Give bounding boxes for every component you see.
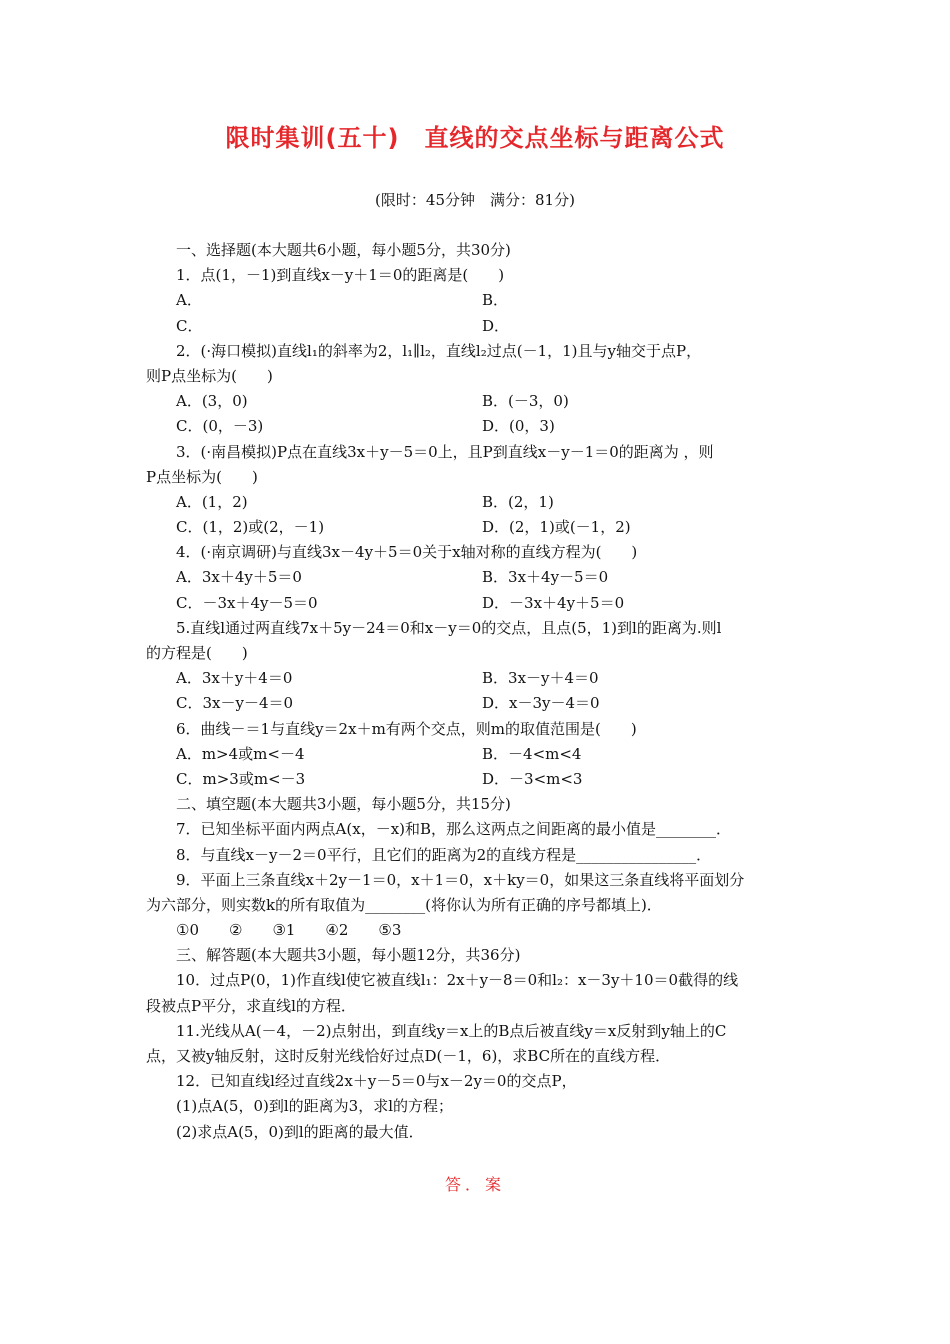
- option-d: D．－3<m<3: [482, 769, 583, 788]
- question-5-options-row-2: [146, 691, 816, 716]
- question-12-part-2: (2)求点A(5，0)到l的距离的最大值．: [176, 1122, 424, 1141]
- question-1-options-row-1: [146, 288, 816, 313]
- option-b: B．3x－y＋4＝0: [482, 669, 599, 688]
- question-2-stem-cont: 则P点坐标为( ): [146, 366, 273, 385]
- question-10-stem: 10．过点P(0，1)作直线l使它被直线l₁：2x＋y－8＝0和l₂：x－3y＋10＝0截得的线: [176, 971, 739, 990]
- question-1-options-row-2: [146, 314, 816, 339]
- question-1-stem: 1．点(1，－1)到直线x－y＋1＝0的距离是( ): [176, 266, 505, 285]
- option-d: D．x－3y－4＝0: [482, 694, 600, 713]
- question-12-stem: 12．已知直线l经过直线2x＋y－5＝0与x－2y＝0的交点P，: [176, 1072, 577, 1091]
- option-d: D．(2，1)或(－1，2): [482, 518, 631, 537]
- question-4-options-row-2: [146, 591, 816, 616]
- option-c: C．(0，－3): [176, 417, 264, 436]
- question-9-choices: ①0 ② ③1 ④2 ⑤3: [176, 921, 402, 940]
- question-2-options-row-2: [146, 414, 816, 439]
- section-heading-choice: 一、选择题(本大题共6小题，每小题5分，共30分): [176, 241, 511, 259]
- question-5-options-row-1: [146, 666, 816, 691]
- question-6-options-row-2: [146, 767, 816, 792]
- question-3-stem: 3．(·南昌模拟)P点在直线3x＋y－5＝0上，且P到直线x－y－1＝0的距离为 ，则: [176, 442, 714, 461]
- question-5-stem: 5.直线l通过两直线7x＋5y－24＝0和x－y＝0的交点，且点(5，1)到l的距离为.则l: [176, 618, 722, 637]
- question-6-stem: 6．曲线－＝1与直线y＝2x＋m有两个交点，则m的取值范围是( ): [176, 719, 637, 738]
- question-8-stem: 8．与直线x－y－2＝0平行，且它们的距离为2的直线方程是________________．: [176, 845, 712, 864]
- page-title: 限时集训(五十) 直线的交点坐标与距离公式: [225, 124, 725, 152]
- option-c: C．－3x＋4y－5＝0: [176, 593, 318, 612]
- option-b: B．: [482, 291, 509, 310]
- question-11-stem: 11.光线从A(－4，－2)点射出，到直线y＝x上的B点后被直线y＝x反射到y轴上的C: [176, 1021, 727, 1040]
- option-a: A．m>4或m<－4: [176, 744, 305, 763]
- option-a: A．(1，2): [176, 492, 248, 511]
- question-10-stem-cont: 段被点P平分，求直线l的方程．: [146, 996, 356, 1015]
- option-a: A．(3，0): [176, 392, 248, 411]
- section-heading-fill: 二、填空题(本大题共3小题，每小题5分，共15分): [176, 795, 511, 814]
- question-3-options-row-1: [146, 490, 816, 515]
- option-c: C．m>3或m<－3: [176, 769, 306, 788]
- option-c: C．(1，2)或(2，－1): [176, 518, 325, 537]
- option-a: A．3x＋4y＋5＝0: [176, 568, 302, 587]
- question-9-stem: 9．平面上三条直线x＋2y－1＝0，x＋1＝0，x＋ky＝0，如果这三条直线将平面划分: [176, 870, 745, 889]
- option-b: B．(2，1): [482, 492, 554, 511]
- time-limit-subtitle: (限时：45分钟 满分：81分): [375, 191, 575, 209]
- option-d: D．－3x＋4y＋5＝0: [482, 593, 625, 612]
- question-4-options-row-1: [146, 565, 816, 590]
- question-3-stem-cont: P点坐标为( ): [146, 467, 258, 486]
- option-a: A．: [176, 291, 202, 310]
- option-b: B．3x＋4y－5＝0: [482, 568, 609, 587]
- question-6-options-row-1: [146, 742, 816, 767]
- option-b: B．－4<m<4: [482, 744, 582, 763]
- question-7-stem: 7．已知坐标平面内两点A(x，－x)和B，那么这两点之间距离的最小值是________．: [176, 820, 732, 839]
- option-c: C．: [176, 316, 203, 335]
- option-a: A．3x＋y＋4＝0: [176, 669, 293, 688]
- section-heading-solve: 三、解答题(本大题共3小题，每小题12分，共36分): [176, 946, 521, 965]
- question-3-options-row-2: [146, 515, 816, 540]
- question-2-stem: 2．(·海口模拟)直线l₁的斜率为2，l₁∥l₂，直线l₂过点(－1，1)且与y轴交于点P，: [176, 341, 702, 360]
- question-11-stem-cont: 点，又被y轴反射，这时反射光线恰好过点D(－1，6)，求BC所在的直线方程．: [146, 1047, 671, 1065]
- question-12-part-1: (1)点A(5，0)到l的距离为3，求l的方程；: [176, 1097, 454, 1116]
- question-4-stem: 4．(·南京调研)与直线3x－4y＋5＝0关于x轴对称的直线方程为( ): [176, 543, 638, 562]
- option-c: C．3x－y－4＝0: [176, 694, 294, 713]
- question-9-stem-cont: 为六部分，则实数k的所有取值为________(将你认为所有正确的序号都填上)．: [146, 895, 662, 914]
- option-b: B．(－3，0): [482, 392, 569, 411]
- exercise-body: [146, 238, 816, 1145]
- question-5-stem-cont: 的方程是( ): [146, 644, 248, 662]
- option-d: D．: [482, 316, 510, 335]
- answer-heading: 答．案: [444, 1175, 505, 1194]
- option-d: D．(0，3): [482, 417, 555, 436]
- question-2-options-row-1: [146, 389, 816, 414]
